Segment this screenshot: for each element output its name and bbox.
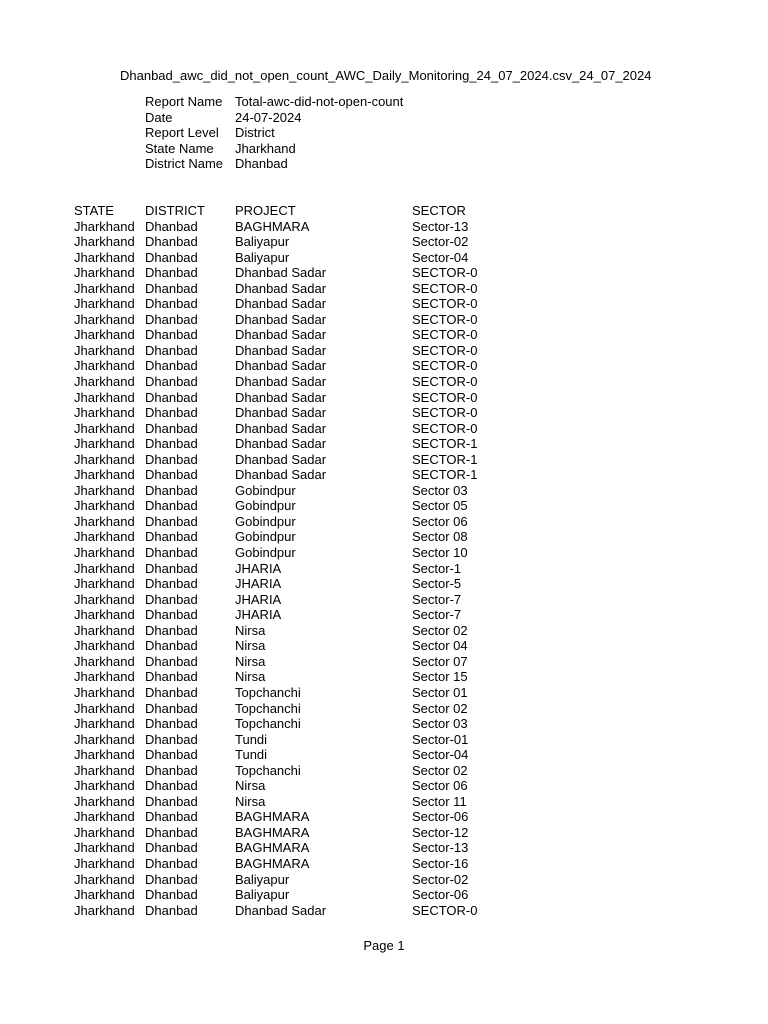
table-header-row — [74, 203, 492, 219]
meta-value: District — [235, 125, 275, 141]
table-row — [74, 794, 492, 810]
state-cell: Jharkhand — [74, 234, 135, 250]
table-row — [74, 872, 492, 888]
state-cell: Jharkhand — [74, 327, 135, 343]
district-cell: Dhanbad — [145, 622, 198, 638]
project-cell: Topchanchi — [235, 762, 301, 778]
meta-row-district-name — [145, 156, 403, 172]
column-header-state: STATE — [74, 203, 114, 218]
project-cell: Dhanbad Sadar — [235, 902, 327, 918]
district-cell: Dhanbad — [145, 607, 198, 623]
table-row — [74, 576, 492, 592]
sector-cell: Sector 01 — [412, 684, 468, 700]
sector-cell: Sector 02 — [412, 700, 468, 716]
district-cell: Dhanbad — [145, 280, 198, 296]
meta-row-date — [145, 110, 403, 126]
district-cell: Dhanbad — [145, 669, 198, 685]
project-cell: Dhanbad Sadar — [235, 342, 327, 358]
meta-row-report-level — [145, 125, 403, 141]
state-cell: Jharkhand — [74, 716, 135, 732]
sector-cell: SECTOR-0 — [412, 280, 478, 296]
project-cell: BAGHMARA — [235, 824, 310, 840]
district-cell: Dhanbad — [145, 389, 198, 405]
district-cell: Dhanbad — [145, 311, 198, 327]
state-cell: Jharkhand — [74, 700, 135, 716]
district-cell: Dhanbad — [145, 576, 198, 592]
state-cell: Jharkhand — [74, 358, 135, 374]
district-cell: Dhanbad — [145, 249, 198, 265]
state-cell: Jharkhand — [74, 560, 135, 576]
sector-cell: SECTOR-0 — [412, 420, 478, 436]
district-cell: Dhanbad — [145, 747, 198, 763]
project-cell: Topchanchi — [235, 684, 301, 700]
district-cell: Dhanbad — [145, 887, 198, 903]
table-row — [74, 763, 492, 779]
table-row — [74, 514, 492, 530]
district-cell: Dhanbad — [145, 529, 198, 545]
state-cell: Jharkhand — [74, 498, 135, 514]
project-cell: Tundi — [235, 747, 268, 763]
state-cell: Jharkhand — [74, 249, 135, 265]
project-cell: Gobindpur — [235, 529, 296, 545]
district-cell: Dhanbad — [145, 653, 198, 669]
district-cell: Dhanbad — [145, 638, 198, 654]
table-row — [74, 561, 492, 577]
project-cell: Dhanbad Sadar — [235, 265, 327, 281]
project-cell: Baliyapur — [235, 234, 290, 250]
table-row — [74, 281, 492, 297]
project-cell: BAGHMARA — [235, 809, 310, 825]
state-cell: Jharkhand — [74, 731, 135, 747]
meta-label: Report Level — [145, 125, 219, 141]
table-row — [74, 327, 492, 343]
state-cell: Jharkhand — [74, 840, 135, 856]
district-cell: Dhanbad — [145, 218, 198, 234]
district-cell: Dhanbad — [145, 451, 198, 467]
table-row — [74, 701, 492, 717]
table-row — [74, 436, 492, 452]
project-cell: Dhanbad Sadar — [235, 420, 327, 436]
sector-cell: SECTOR-0 — [412, 327, 478, 343]
meta-label: Report Name — [145, 94, 223, 109]
sector-cell: SECTOR-1 — [412, 436, 478, 452]
meta-value: Dhanbad — [235, 156, 288, 172]
table-row — [74, 405, 492, 421]
state-cell: Jharkhand — [74, 638, 135, 654]
sector-cell: Sector-13 — [412, 218, 469, 234]
sector-cell: Sector 05 — [412, 498, 468, 514]
project-cell: Nirsa — [235, 622, 266, 638]
project-cell: BAGHMARA — [235, 855, 310, 871]
sector-cell: SECTOR-1 — [412, 467, 478, 483]
sector-cell: Sector 06 — [412, 778, 468, 794]
sector-cell: SECTOR-0 — [412, 374, 478, 390]
sector-cell: Sector 10 — [412, 545, 468, 561]
table-row — [74, 685, 492, 701]
district-cell: Dhanbad — [145, 327, 198, 343]
district-cell: Dhanbad — [145, 358, 198, 374]
district-cell: Dhanbad — [145, 762, 198, 778]
project-cell: Topchanchi — [235, 700, 301, 716]
project-cell: Baliyapur — [235, 887, 290, 903]
district-cell: Dhanbad — [145, 342, 198, 358]
state-cell: Jharkhand — [74, 280, 135, 296]
table-row — [74, 903, 492, 919]
district-cell: Dhanbad — [145, 374, 198, 390]
district-cell: Dhanbad — [145, 545, 198, 561]
sector-cell: Sector-5 — [412, 576, 462, 592]
project-cell: Topchanchi — [235, 716, 301, 732]
table-row — [74, 825, 492, 841]
table-row — [74, 778, 492, 794]
sector-cell: Sector-06 — [412, 887, 469, 903]
project-cell: BAGHMARA — [235, 840, 310, 856]
project-cell: Dhanbad Sadar — [235, 327, 327, 343]
project-cell: Dhanbad Sadar — [235, 467, 327, 483]
table-row — [74, 265, 492, 281]
table-row — [74, 732, 492, 748]
project-cell: Nirsa — [235, 638, 266, 654]
state-cell: Jharkhand — [74, 684, 135, 700]
project-cell: Gobindpur — [235, 498, 296, 514]
table-row — [74, 654, 492, 670]
project-cell: Dhanbad Sadar — [235, 436, 327, 452]
district-cell: Dhanbad — [145, 855, 198, 871]
project-cell: Nirsa — [235, 793, 266, 809]
district-cell: Dhanbad — [145, 778, 198, 794]
state-cell: Jharkhand — [74, 902, 135, 918]
sector-cell: Sector-04 — [412, 747, 469, 763]
state-cell: Jharkhand — [74, 778, 135, 794]
state-cell: Jharkhand — [74, 591, 135, 607]
sector-cell: Sector 11 — [412, 793, 467, 809]
table-row — [74, 343, 492, 359]
meta-label: Date — [145, 109, 173, 125]
column-header-project: PROJECT — [235, 203, 296, 218]
district-cell: Dhanbad — [145, 234, 198, 250]
state-cell: Jharkhand — [74, 855, 135, 871]
sector-cell: Sector 04 — [412, 638, 468, 654]
state-cell: Jharkhand — [74, 374, 135, 390]
data-table — [74, 203, 492, 918]
sector-cell: SECTOR-0 — [412, 311, 478, 327]
sector-cell: SECTOR-0 — [412, 389, 478, 405]
table-row — [74, 467, 492, 483]
project-cell: Baliyapur — [235, 871, 290, 887]
table-row — [74, 296, 492, 312]
table-row — [74, 716, 492, 732]
project-cell: Gobindpur — [235, 513, 296, 529]
sector-cell: Sector 03 — [412, 482, 468, 498]
project-cell: Dhanbad Sadar — [235, 389, 327, 405]
meta-row-state-name — [145, 141, 403, 157]
state-cell: Jharkhand — [74, 342, 135, 358]
state-cell: Jharkhand — [74, 809, 135, 825]
table-row — [74, 747, 492, 763]
sector-cell: SECTOR-0 — [412, 405, 478, 421]
district-cell: Dhanbad — [145, 700, 198, 716]
meta-value: Jharkhand — [235, 140, 296, 156]
project-cell: JHARIA — [235, 591, 282, 607]
table-row — [74, 887, 492, 903]
state-cell: Jharkhand — [74, 669, 135, 685]
district-cell: Dhanbad — [145, 684, 198, 700]
state-cell: Jharkhand — [74, 296, 135, 312]
page-number: Page 1 — [363, 938, 405, 953]
project-cell: Dhanbad Sadar — [235, 405, 327, 421]
table-row — [74, 390, 492, 406]
state-cell: Jharkhand — [74, 405, 135, 421]
state-cell: Jharkhand — [74, 576, 135, 592]
state-cell: Jharkhand — [74, 311, 135, 327]
column-header-sector: SECTOR — [412, 203, 466, 218]
sector-cell: Sector-7 — [412, 607, 462, 623]
district-cell: Dhanbad — [145, 840, 198, 856]
project-cell: Dhanbad Sadar — [235, 311, 327, 327]
state-cell: Jharkhand — [74, 545, 135, 561]
state-cell: Jharkhand — [74, 824, 135, 840]
state-cell: Jharkhand — [74, 436, 135, 452]
district-cell: Dhanbad — [145, 871, 198, 887]
state-cell: Jharkhand — [74, 887, 135, 903]
district-cell: Dhanbad — [145, 513, 198, 529]
state-cell: Jharkhand — [74, 420, 135, 436]
sector-cell: Sector-04 — [412, 249, 469, 265]
project-cell: Dhanbad Sadar — [235, 280, 327, 296]
state-cell: Jharkhand — [74, 451, 135, 467]
project-cell: Nirsa — [235, 669, 266, 685]
table-row — [74, 358, 492, 374]
table-row — [74, 840, 492, 856]
sector-cell: Sector-02 — [412, 871, 469, 887]
sector-cell: SECTOR-0 — [412, 902, 478, 918]
meta-label: District Name — [145, 156, 224, 172]
table-row — [74, 638, 492, 654]
table-row — [74, 250, 492, 266]
state-cell: Jharkhand — [74, 529, 135, 545]
table-row — [74, 421, 492, 437]
table-row — [74, 623, 492, 639]
state-cell: Jharkhand — [74, 762, 135, 778]
table-row — [74, 483, 492, 499]
district-cell: Dhanbad — [145, 436, 198, 452]
table-row — [74, 809, 492, 825]
state-cell: Jharkhand — [74, 218, 135, 234]
table-row — [74, 219, 492, 235]
sector-cell: Sector 07 — [412, 653, 468, 669]
sector-cell: SECTOR-0 — [412, 358, 478, 374]
sector-cell: SECTOR-1 — [412, 451, 478, 467]
project-cell: Gobindpur — [235, 482, 296, 498]
district-cell: Dhanbad — [145, 296, 198, 312]
table-row — [74, 856, 492, 872]
meta-value: Total-awc-did-not-open-count — [235, 94, 404, 109]
project-cell: Dhanbad Sadar — [235, 451, 327, 467]
sector-cell: Sector-02 — [412, 234, 469, 250]
project-cell: Tundi — [235, 731, 268, 747]
project-cell: Baliyapur — [235, 249, 290, 265]
table-row — [74, 545, 492, 561]
sector-cell: SECTOR-0 — [412, 296, 478, 312]
state-cell: Jharkhand — [74, 747, 135, 763]
state-cell: Jharkhand — [74, 607, 135, 623]
project-cell: Dhanbad Sadar — [235, 358, 327, 374]
sector-cell: Sector 06 — [412, 513, 468, 529]
table-row — [74, 669, 492, 685]
table-row — [74, 529, 492, 545]
sector-cell: Sector 08 — [412, 529, 468, 545]
sector-cell: Sector 02 — [412, 762, 468, 778]
table-row — [74, 312, 492, 328]
state-cell: Jharkhand — [74, 467, 135, 483]
district-cell: Dhanbad — [145, 405, 198, 421]
state-cell: Jharkhand — [74, 513, 135, 529]
district-cell: Dhanbad — [145, 498, 198, 514]
sector-cell: Sector-13 — [412, 840, 469, 856]
project-cell: Nirsa — [235, 778, 266, 794]
state-cell: Jharkhand — [74, 265, 135, 281]
district-cell: Dhanbad — [145, 467, 198, 483]
district-cell: Dhanbad — [145, 265, 198, 281]
state-cell: Jharkhand — [74, 482, 135, 498]
state-cell: Jharkhand — [74, 871, 135, 887]
sector-cell: Sector-7 — [412, 591, 462, 607]
project-cell: Dhanbad Sadar — [235, 296, 327, 312]
district-cell: Dhanbad — [145, 591, 198, 607]
sector-cell: SECTOR-0 — [412, 265, 478, 281]
project-cell: BAGHMARA — [235, 218, 310, 234]
sector-cell: Sector 02 — [412, 622, 468, 638]
state-cell: Jharkhand — [74, 653, 135, 669]
table-row — [74, 234, 492, 250]
meta-row-report-name — [145, 94, 403, 110]
table-row — [74, 592, 492, 608]
column-header-district: DISTRICT — [145, 203, 205, 218]
meta-value: 24-07-2024 — [235, 109, 302, 125]
sector-cell: SECTOR-0 — [412, 342, 478, 358]
sector-cell: Sector-06 — [412, 809, 469, 825]
sector-cell: Sector-16 — [412, 855, 469, 871]
document-title: Dhanbad_awc_did_not_open_count_AWC_Daily_Monitoring_24_07_2024.csv_24_07_2024 — [120, 68, 652, 83]
project-cell: Nirsa — [235, 653, 266, 669]
project-cell: JHARIA — [235, 560, 282, 576]
district-cell: Dhanbad — [145, 793, 198, 809]
project-cell: Gobindpur — [235, 545, 296, 561]
district-cell: Dhanbad — [145, 809, 198, 825]
report-meta — [145, 94, 403, 172]
district-cell: Dhanbad — [145, 420, 198, 436]
district-cell: Dhanbad — [145, 716, 198, 732]
sector-cell: Sector-01 — [412, 731, 469, 747]
state-cell: Jharkhand — [74, 389, 135, 405]
meta-label: State Name — [145, 140, 214, 156]
table-row — [74, 607, 492, 623]
project-cell: JHARIA — [235, 576, 282, 592]
sector-cell: Sector 15 — [412, 669, 468, 685]
table-row — [74, 498, 492, 514]
district-cell: Dhanbad — [145, 824, 198, 840]
project-cell: Dhanbad Sadar — [235, 374, 327, 390]
state-cell: Jharkhand — [74, 793, 135, 809]
sector-cell: Sector-12 — [412, 824, 469, 840]
table-row — [74, 452, 492, 468]
project-cell: JHARIA — [235, 607, 282, 623]
district-cell: Dhanbad — [145, 902, 198, 918]
sector-cell: Sector-1 — [412, 560, 462, 576]
district-cell: Dhanbad — [145, 731, 198, 747]
sector-cell: Sector 03 — [412, 716, 468, 732]
district-cell: Dhanbad — [145, 482, 198, 498]
district-cell: Dhanbad — [145, 560, 198, 576]
state-cell: Jharkhand — [74, 622, 135, 638]
table-row — [74, 374, 492, 390]
